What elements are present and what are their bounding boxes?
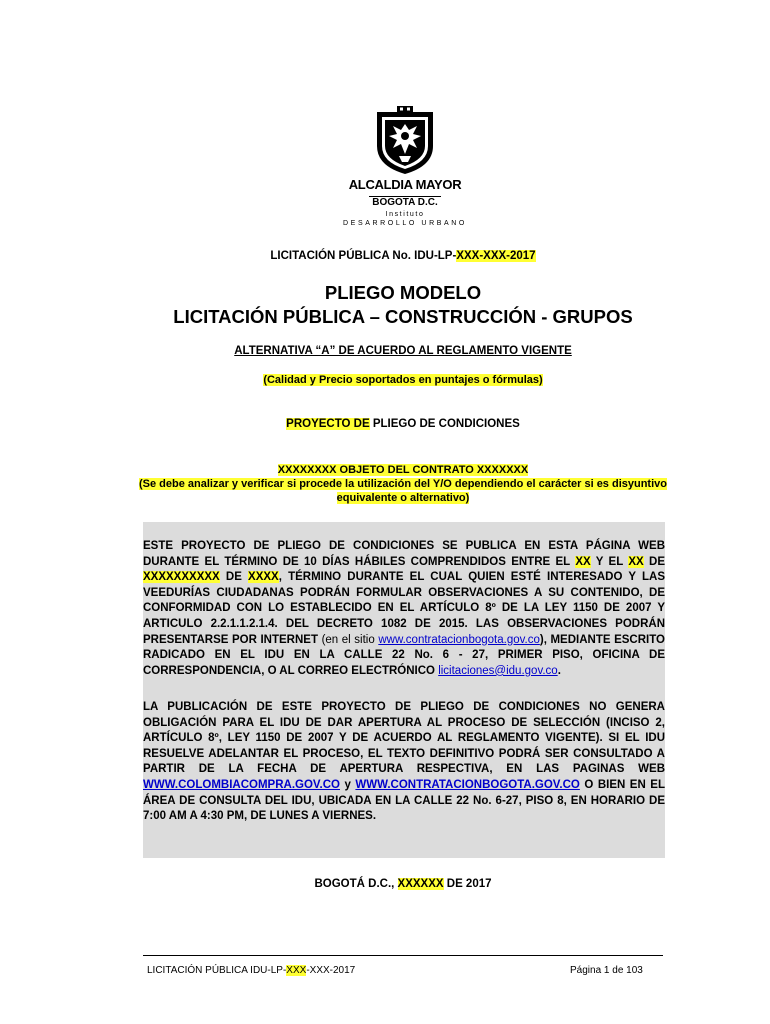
p1-text: (en el sitio bbox=[321, 633, 379, 646]
p1-text: ), MEDIANTE ESCRITO RADICADO EN EL IDU EN LA CALLE 22 No. 6 - 27, PRIMER PISO, OFICINA DE CORRESPONDENCIA, O AL CORREO ELECTRÓNICO bbox=[143, 633, 665, 677]
title-line2: LICITACIÓN PÚBLICA – CONSTRUCCIÓN - GRUPOS bbox=[173, 306, 633, 327]
paragraph-publicacion bbox=[143, 522, 665, 709]
calidad bbox=[0, 374, 770, 386]
bogota-highlight: XXXXXX bbox=[397, 878, 444, 890]
contratacionbogota-link[interactable]: WWW.CONTRATACIONBOGOTA.GOV.CO bbox=[355, 778, 580, 791]
objeto bbox=[0, 463, 770, 505]
p1-highlight: XXXXXXXXXX bbox=[143, 571, 220, 584]
logo-line2: BOGOTA D.C. bbox=[369, 196, 441, 208]
footer-page-number: Página 1 de 103 bbox=[570, 965, 643, 976]
p1-text: Y EL bbox=[590, 555, 629, 568]
p1-text: ESTE PROYECTO DE PLIEGO DE CONDICIONES SE PUBLICA EN ESTA PÁGINA WEB DURANTE EL TÉRMINO DE 10 DÍAS HÁBILES COMPRENDIDOS ENTRE EL bbox=[143, 540, 665, 568]
licitacion-prefix: LICITACIÓN PÚBLICA No. IDU-LP- bbox=[270, 250, 457, 262]
logo-line3: Instituto bbox=[385, 211, 425, 218]
objeto-line2: (Se debe analizar y verificar si procede la utilización del Y/O dependiendo el carácter si es disyuntivo equivalente o alternativo) bbox=[139, 478, 667, 504]
footer-left-highlight: XXX bbox=[286, 965, 307, 976]
calidad-text: (Calidad y Precio soportados en puntajes o fórmulas) bbox=[263, 374, 543, 386]
p1-highlight: XX bbox=[628, 555, 644, 568]
logo-line4: DESARROLLO URBANO bbox=[343, 220, 467, 227]
proyecto-rest: PLIEGO DE CONDICIONES bbox=[369, 418, 520, 430]
footer-left-suffix: -XXX-2017 bbox=[306, 965, 356, 976]
licitacion-number bbox=[0, 250, 770, 262]
p2-text: O BIEN EN EL ÁREA DE CONSULTA DEL IDU, UBICADA EN LA CALLE 22 No. 6-27, PISO 8, EN HORARIO DE 7:00 AM A 4:30 PM, DE LUNES A VIERNES. bbox=[143, 778, 665, 823]
p1-highlight: XXXX bbox=[248, 571, 279, 584]
bogota-date bbox=[0, 878, 770, 890]
paragraph-apertura bbox=[143, 692, 665, 858]
footer-divider bbox=[143, 955, 663, 956]
proyecto-heading bbox=[0, 418, 770, 430]
bogota-suffix: DE 2017 bbox=[443, 878, 492, 890]
footer-left-prefix: LICITACIÓN PÚBLICA IDU-LP- bbox=[147, 965, 287, 976]
title-line1: PLIEGO MODELO bbox=[324, 282, 482, 303]
objeto-line1: XXXXXXXX OBJETO DEL CONTRATO XXXXXXX bbox=[277, 464, 529, 476]
alternativa bbox=[0, 345, 770, 357]
alcaldia-logo bbox=[340, 106, 470, 227]
licitacion-code: XXX-XXX-2017 bbox=[456, 250, 536, 262]
p1-text: . bbox=[557, 664, 561, 677]
alternativa-text: ALTERNATIVA “A” DE ACUERDO AL REGLAMENTO VIGENTE bbox=[234, 345, 572, 357]
colombiacompra-link[interactable]: WWW.COLOMBIACOMPRA.GOV.CO bbox=[143, 778, 340, 791]
p1-text: DE bbox=[643, 555, 665, 568]
email-link[interactable]: licitaciones@idu.gov.co bbox=[438, 664, 558, 677]
bogota-prefix: BOGOTÁ D.C., bbox=[314, 878, 398, 890]
p1-highlight: XX bbox=[575, 555, 591, 568]
footer-left bbox=[147, 965, 355, 976]
proyecto-highlight: PROYECTO DE bbox=[286, 418, 370, 430]
p1-text: , TÉRMINO DURANTE EL CUAL QUIEN ESTÉ INTERESADO Y LAS VEEDURÍAS CIUDADANAS PODRÁN FORMULAR OBSERVACIONES A SU CONTENIDO, DE CONFORMIDAD CON LO ESTABLECIDO EN EL ARTÍCULO 8º DE LA LEY 1150 DE 2007 Y ARTICULO 2.2.1.1.2.1.4. DEL DECRETO 1082 DE 2015. LAS OBSERVACIONES PODRÁN PRESENTARSE POR INTERNET bbox=[143, 571, 665, 646]
p2-text: LA PUBLICACIÓN DE ESTE PROYECTO DE PLIEGO DE CONDICIONES NO GENERA OBLIGACIÓN PARA EL IDU DE DAR APERTURA AL PROCESO DE SELECCIÓN (INCISO 2, ARTÍCULO 8º, LEY 1150 DE 2007 Y DE ACUERDO AL REGLAMENTO VIGENTE). SI EL IDU RESUELVE ADELANTAR EL PROCESO, EL TEXTO DEFINITIVO PODRÁ SER CONSULTADO A PARTIR DE LA FECHA DE APERTURA RESPECTIVA, EN LAS PAGINAS WEB bbox=[143, 701, 665, 776]
logo-line1: ALCALDIA MAYOR bbox=[348, 177, 462, 192]
contratacion-link[interactable]: www.contratacionbogota.gov.co bbox=[378, 633, 540, 646]
coat-of-arms-icon bbox=[373, 106, 437, 176]
p1-text: DE bbox=[219, 571, 249, 584]
p2-text: y bbox=[339, 778, 356, 791]
